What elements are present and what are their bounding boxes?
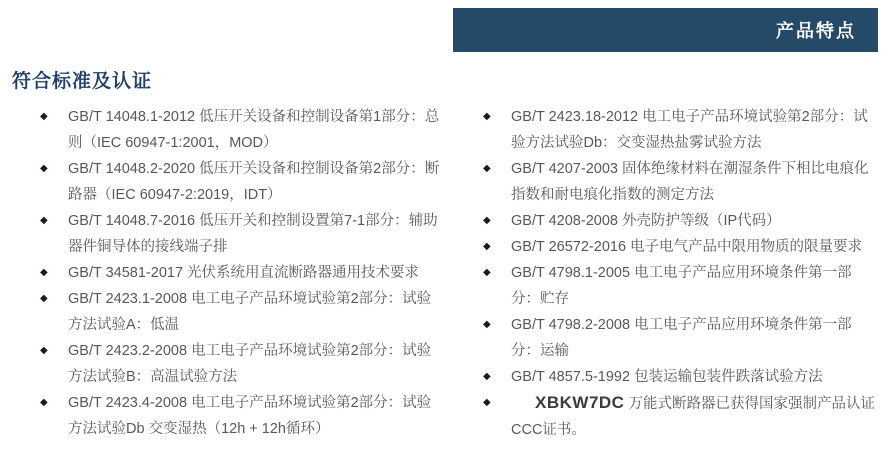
standard-text: GB/T 2423.18-2012 电工电子产品环境试验第2部分：试验方法试验Db：交变湿热盐雾试验方法	[511, 109, 868, 151]
standard-text: GB/T 2423.4-2008 电工电子产品环境试验第2部分：试验方法试验Db 交变湿热（12h + 12h循环）	[68, 395, 432, 437]
standard-text: GB/T 14048.7-2016 低压开关和控制设置第7-1部分：辅助器件铜导体的接线端子排	[68, 213, 438, 255]
standard-text: GB/T 34581-2017 光伏系统用直流断路器通用技术要求	[68, 265, 420, 281]
standard-item	[40, 286, 444, 338]
diamond-bullet-icon: ◆	[40, 293, 48, 304]
standard-text: GB/T 4798.1-2005 电工电子产品应用环境条件第一部分：贮存	[511, 265, 852, 307]
standard-text: GB/T 2423.2-2008 电工电子产品环境试验第2部分：试验方法试验B：高温试验方法	[68, 343, 432, 385]
product-model: XBKW7DC	[535, 393, 625, 412]
diamond-bullet-icon: ◆	[40, 267, 48, 278]
diamond-bullet-icon: ◆	[40, 345, 48, 356]
standard-text: GB/T 26572-2016 电子电气产品中限用物质的限量要求	[511, 239, 863, 255]
standard-item	[483, 390, 875, 443]
standard-text: GB/T 2423.1-2008 电工电子产品环境试验第2部分：试验方法试验A：低温	[68, 291, 432, 333]
standard-item	[483, 156, 875, 208]
standard-item	[40, 338, 444, 390]
diamond-bullet-icon: ◆	[40, 111, 48, 122]
standard-item	[40, 156, 444, 208]
diamond-bullet-icon: ◆	[40, 397, 48, 408]
diamond-bullet-icon: ◆	[483, 371, 491, 382]
standard-text: GB/T 4207-2003 固体绝缘材料在潮湿条件下相比电痕化指数和耐电痕化指数的测定方法	[511, 161, 869, 203]
standard-item	[40, 390, 444, 442]
diamond-bullet-icon: ◆	[483, 163, 491, 174]
standard-item	[40, 260, 444, 286]
diamond-bullet-icon: ◆	[483, 397, 491, 408]
standard-text: GB/T 4208-2008 外壳防护等级（IP代码）	[511, 213, 781, 229]
standard-item	[483, 208, 875, 234]
diamond-bullet-icon: ◆	[40, 163, 48, 174]
standard-item	[483, 312, 875, 364]
standard-text: GB/T 14048.1-2012 低压开关设备和控制设备第1部分：总则（IEC 60947-1:2001，MOD）	[68, 109, 440, 151]
standard-item	[483, 104, 875, 156]
standard-item	[40, 104, 444, 156]
standard-item	[483, 260, 875, 312]
standard-item	[40, 208, 444, 260]
diamond-bullet-icon: ◆	[483, 215, 491, 226]
standard-text: GB/T 14048.2-2020 低压开关设备和控制设备第2部分：断路器（IEC 60947-2:2019，IDT）	[68, 161, 440, 203]
section-banner	[453, 8, 878, 52]
section-title: 符合标准及认证	[12, 71, 153, 92]
standard-item	[483, 234, 875, 260]
standard-text: GB/T 4857.5-1992 包装运输包装件跌落试验方法	[511, 369, 823, 385]
standard-text: GB/T 4798.2-2008 电工电子产品应用环境条件第一部分：运输	[511, 317, 852, 359]
standards-list-left	[40, 104, 444, 442]
diamond-bullet-icon: ◆	[483, 111, 491, 122]
diamond-bullet-icon: ◆	[40, 215, 48, 226]
diamond-bullet-icon: ◆	[483, 267, 491, 278]
diamond-bullet-icon: ◆	[483, 319, 491, 330]
standard-item	[483, 364, 875, 390]
standards-list-right	[483, 104, 875, 443]
diamond-bullet-icon: ◆	[483, 241, 491, 252]
banner-label: 产品特点	[776, 21, 856, 41]
standard-text: XBKW7DC 万能式断路器已获得国家强制产品认证CCC证书。	[511, 393, 875, 438]
